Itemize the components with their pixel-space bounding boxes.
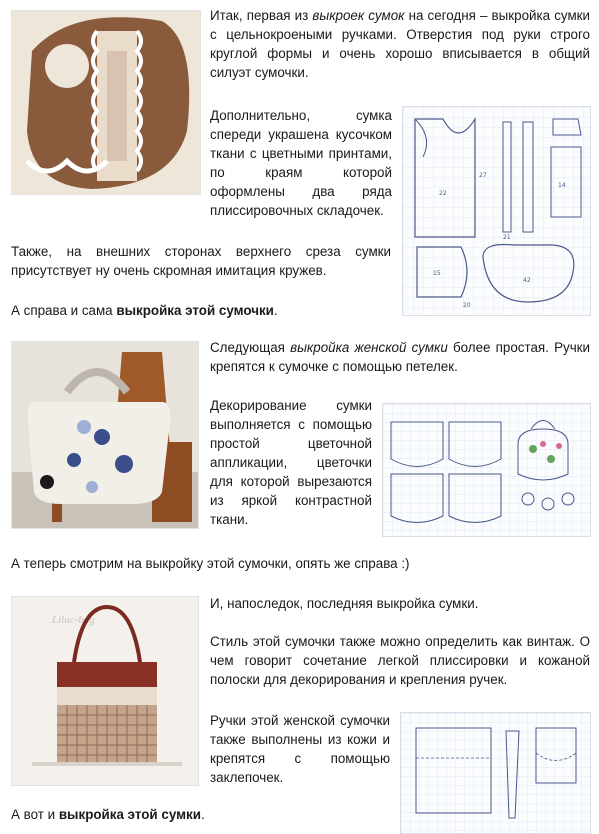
p1-num-42: 42 xyxy=(523,277,531,284)
p1-num-20: 20 xyxy=(463,302,471,309)
section-3-handles: Ручки этой женской сумочки также выполнены из кожи и крепятся с помощью заклепочек. xyxy=(210,713,390,785)
bag-pattern-1 xyxy=(402,106,591,316)
bag-photo-3 xyxy=(11,596,199,786)
bag-photo-2 xyxy=(11,341,199,529)
bag-photo-1 xyxy=(11,10,201,195)
section-1-decor: Дополнительно, сумка спереди украшена кусочком ткани с цветными принтами, по краям которой оформлены два ряда плиссировочных складочек. xyxy=(210,108,392,218)
p1-num-15: 15 xyxy=(433,270,441,277)
p1-num-21: 21 xyxy=(503,234,511,241)
section-3-intro: И, напоследок, последняя выкройка сумки. xyxy=(210,596,479,611)
section-2-decor: Декорирование сумки выполняется с помощью простой цветочной аппликации, цветочки для которой вырезаются из яркой контрастной ткани. xyxy=(210,398,372,527)
section-3-style: Стиль этой сумочки также можно определить как винтаж. О чем говорит сочетание легкой плиссировки и кожаной полоски для декорирования и крепления ручек. xyxy=(210,634,590,687)
p1-num-27: 27 xyxy=(479,172,487,179)
photo-watermark: Lilac-bag xyxy=(52,614,95,626)
p1-num-14: 14 xyxy=(558,182,566,189)
pattern-link-text: выкроек сумок xyxy=(312,8,405,23)
p1-num-22: 22 xyxy=(439,190,447,197)
bag-pattern-2 xyxy=(382,403,591,537)
section-2-intro: Следующая выкройка женской сумки более простая. Ручки крепятся к сумочке с помощью петелек. xyxy=(210,340,591,374)
section-1-intro: Итак, первая из выкроек сумок на сегодня – выкройка сумки с цельнокроеными ручками. Отверстия под руки строго круглой формы и очень хорошо вписывается в общий силуэт сумочки. xyxy=(210,8,590,80)
pattern-2-link-text: выкройка женской сумки xyxy=(290,340,448,355)
section-3-final-line: А вот и выкройка этой сумки. xyxy=(11,807,205,822)
section-1-pattern-line: А справа и сама выкройка этой сумочки. xyxy=(11,303,278,318)
section-1-lace: Также, на внешних сторонах верхнего среза сумки присутствует ну очень скромная имитация кружев. xyxy=(11,244,391,278)
bag-pattern-3 xyxy=(400,712,591,834)
section-2-pattern-line: А теперь смотрим на выкройку этой сумочки, опять же справа :) xyxy=(11,556,410,571)
